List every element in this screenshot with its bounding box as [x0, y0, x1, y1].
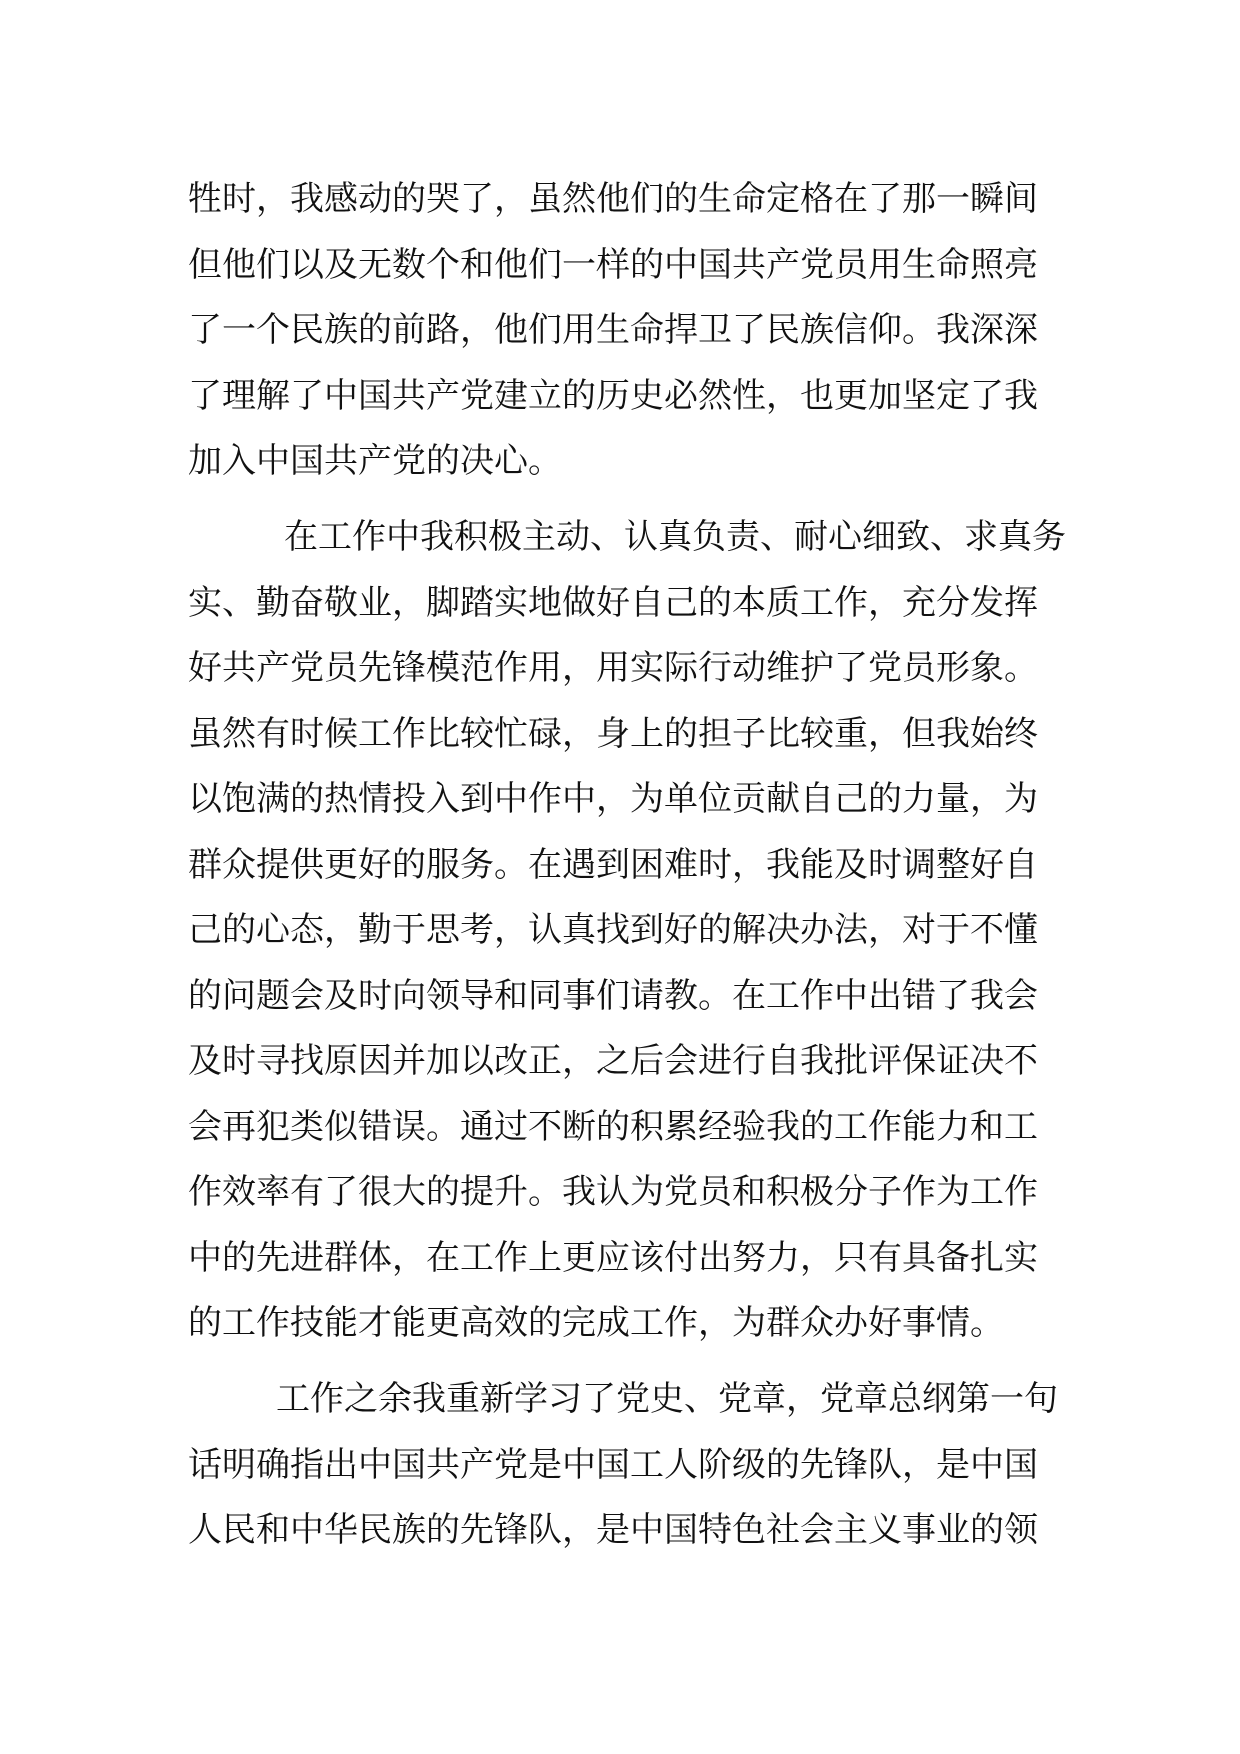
paragraph-3-line-1: 工作之余我重新学习了党史、党章，党章总纲第一句 [276, 1379, 1058, 1419]
paragraph-2-line-7: 己的心态，勤于思考，认真找到好的解决办法，对于不懂 [188, 910, 1038, 950]
paragraph-2-line-11: 作效率有了很大的提升。我认为党员和积极分子作为工作 [188, 1172, 1038, 1212]
paragraph-2-line-12: 中的先进群体，在工作上更应该付出努力，只有具备扎实 [188, 1237, 1038, 1278]
paragraph-2-line-9: 及时寻找原因并加以改正，之后会进行自我批评保证决不 [188, 1041, 1038, 1081]
paragraph-2-line-10: 会再犯类似错误。通过不断的积累经验我的工作能力和工 [188, 1106, 1038, 1147]
paragraph-1-line-1: 牲时，我感动的哭了，虽然他们的生命定格在了那一瞬间 [188, 179, 1038, 219]
paragraph-2-line-4: 虽然有时候工作比较忙碌，身上的担子比较重，但我始终 [188, 713, 1038, 754]
paragraph-2-line-5: 以饱满的热情投入到中作中，为单位贡献自己的力量，为 [188, 779, 1038, 819]
paragraph-2-line-13: 的工作技能才能更高效的完成工作，为群众办好事情。 [188, 1303, 1004, 1343]
paragraph-1 [188, 167, 1052, 495]
paragraph-3-line-2: 话明确指出中国共产党是中国工人阶级的先锋队，是中国 [188, 1444, 1038, 1485]
paragraph-3-line-3: 人民和中华民族的先锋队，是中国特色社会主义事业的领 [188, 1510, 1038, 1550]
paragraph-1-line-2: 但他们以及无数个和他们一样的中国共产党员用生命照亮 [188, 244, 1038, 285]
paragraph-1-line-3: 了一个民族的前路，他们用生命捍卫了民族信仰。我深深 [188, 310, 1038, 350]
paragraph-1-line-5: 加入中国共产党的决心。 [188, 441, 562, 481]
paragraph-2-line-8: 的问题会及时向领导和同事们请教。在工作中出错了我会 [188, 975, 1038, 1016]
paragraph-1-line-4: 了理解了中国共产党建立的历史必然性，也更加坚定了我 [188, 375, 1038, 416]
paragraph-2-line-1: 在工作中我积极主动、认真负责、耐心细致、求真务 [284, 517, 1066, 557]
paragraph-2 [188, 505, 1066, 1357]
paragraph-2-line-3: 好共产党员先锋模范作用，用实际行动维护了党员形象。 [188, 648, 1038, 688]
paragraph-3 [188, 1367, 1058, 1564]
paragraph-2-line-2: 实、勤奋敬业，脚踏实地做好自己的本质工作，充分发挥 [188, 582, 1038, 623]
paragraph-2-line-6: 群众提供更好的服务。在遇到困难时，我能及时调整好自 [188, 844, 1038, 885]
